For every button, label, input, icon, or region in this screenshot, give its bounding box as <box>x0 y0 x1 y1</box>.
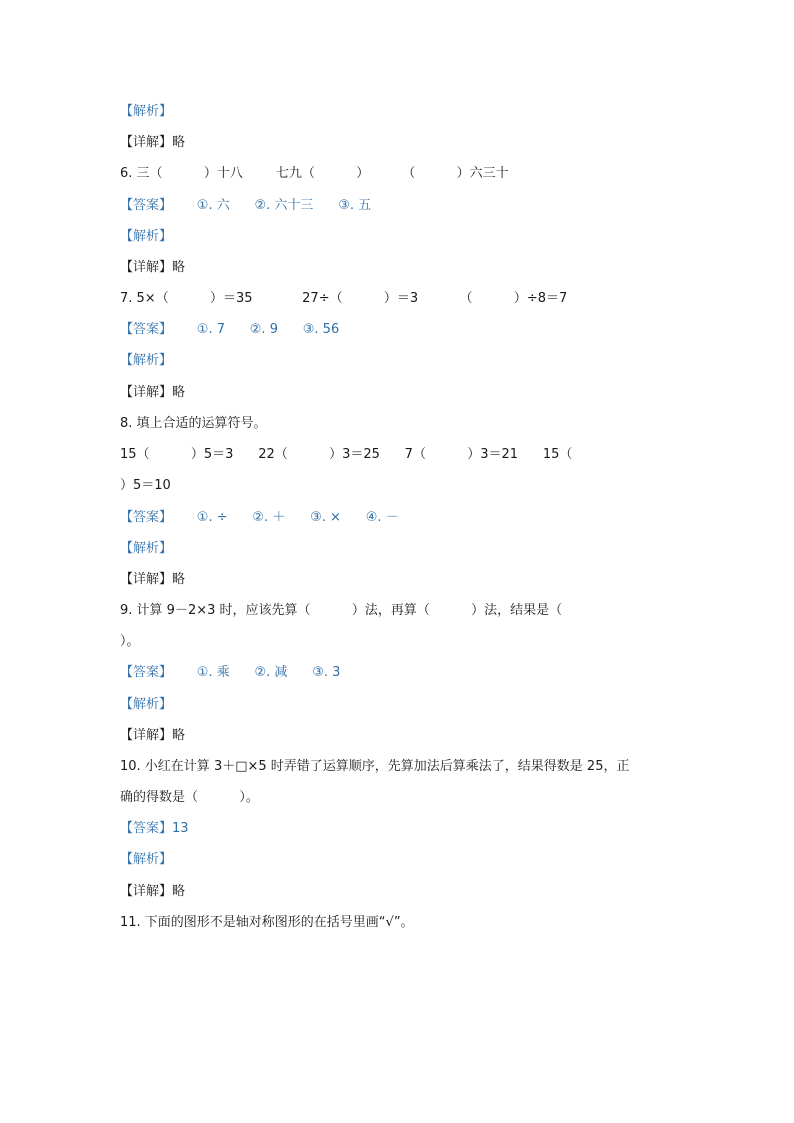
line-9: 【详解】略 <box>120 385 186 400</box>
line-8: 【解析】 <box>120 353 173 368</box>
line-19: 【解析】 <box>120 697 173 712</box>
line-22: 确的得数是（ ）。 <box>120 790 259 805</box>
line-20: 【详解】略 <box>120 728 186 743</box>
line-26: 11. 下面的图形不是轴对称图形的在括号里画“√”。 <box>120 915 414 930</box>
line-13: 【答案】 ①. ÷ ②. ＋ ③. × ④. － <box>120 510 399 525</box>
line-10: 8. 填上合适的运算符号。 <box>120 416 267 431</box>
line-0: 【解析】 <box>120 104 173 119</box>
line-24: 【解析】 <box>120 852 173 867</box>
line-4: 【解析】 <box>120 229 173 244</box>
line-21: 10. 小红在计算 3＋□×5 时弄错了运算顺序，先算加法后算乘法了，结果得数是 25，正 <box>120 759 630 774</box>
line-7: 【答案】 ①. 7 ②. 9 ③. 56 <box>120 322 340 337</box>
line-5: 【详解】略 <box>120 260 186 275</box>
line-15: 【详解】略 <box>120 572 186 587</box>
line-17: ）。 <box>120 634 140 649</box>
line-25: 【详解】略 <box>120 884 186 899</box>
line-23: 【答案】13 <box>120 821 189 836</box>
line-18: 【答案】 ①. 乘 ②. 减 ③. 3 <box>120 665 341 680</box>
line-16: 9. 计算 9－2×3 时，应该先算（ ）法，再算（ ）法，结果是（ <box>120 603 563 618</box>
line-6: 7. 5×（ ）＝35 27÷（ ）＝3 （ ）÷8＝7 <box>120 291 568 306</box>
line-11: 15（ ）5＝3 22（ ）3＝25 7（ ）3＝21 15（ <box>120 447 573 462</box>
line-2: 6. 三（ ）十八 七九（ ） （ ）六三十 <box>120 166 509 181</box>
line-3: 【答案】 ①. 六 ②. 六十三 ③. 五 <box>120 198 372 213</box>
line-12: ）5＝10 <box>120 478 171 493</box>
line-14: 【解析】 <box>120 541 173 556</box>
line-1: 【详解】略 <box>120 135 186 150</box>
